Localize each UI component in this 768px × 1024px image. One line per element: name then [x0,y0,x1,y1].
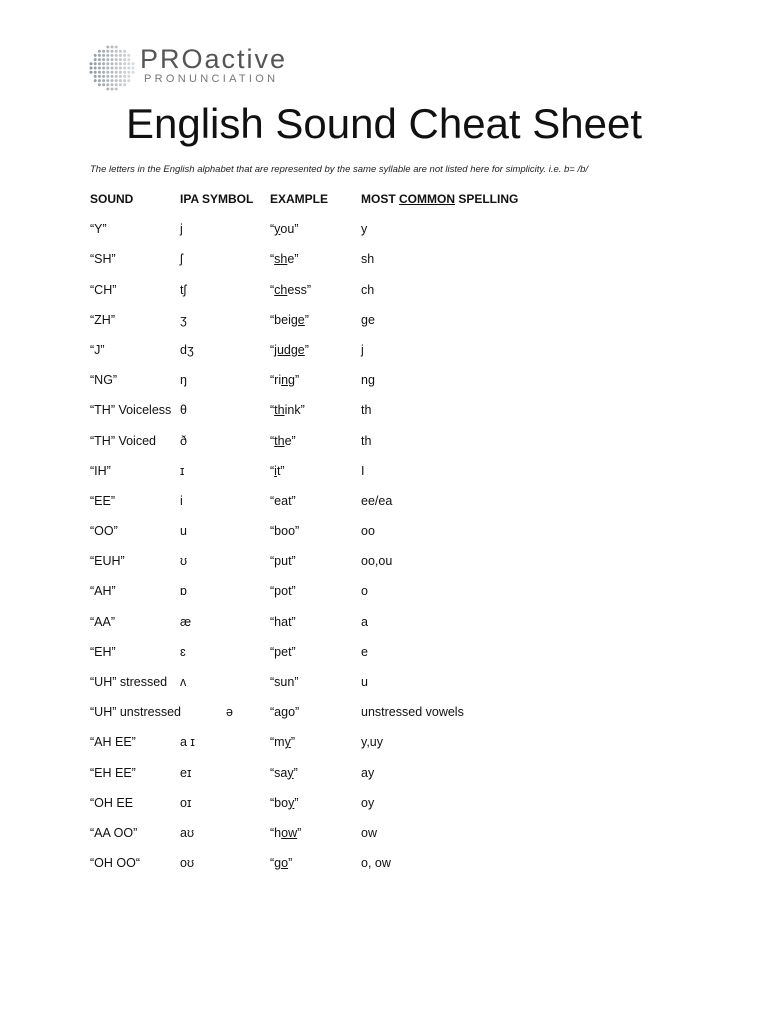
example-cell: “put” [270,554,296,569]
example-cell: “boy” [270,795,299,810]
example-cell: “ring” [270,373,300,388]
spelling-cell: ay [361,765,375,780]
spelling-cell: j [361,342,364,357]
spelling-cell: ee/ea [361,493,393,508]
ipa-cell: oɪ [180,795,192,810]
example-cell: “hat” [270,614,296,629]
header-sound: SOUND [90,192,134,206]
ipa-cell: æ [180,614,192,629]
table-row [90,218,690,248]
spelling-cell: e [361,644,368,659]
ipa-cell: tʃ [180,282,187,297]
sound-cell: “OH OO“ [90,856,140,871]
ipa-cell: ʒ [180,312,187,327]
spelling-cell: th [361,433,372,448]
sound-cell: “UH” unstressed [90,705,181,720]
intro-note: The letters in the English alphabet that are represented by the same syllable are not listed here for simplicity. i.e. b= /b/ [90,164,589,175]
example-cell: “my” [270,735,295,750]
spelling-cell: oo,ou [361,554,393,569]
logo [88,40,288,96]
spelling-cell: ge [361,312,375,327]
spelling-cell: sh [361,252,375,267]
example-cell: “she” [270,252,299,267]
example-cell: “you” [270,222,299,237]
ipa-cell: ʃ [180,252,183,267]
ipa-cell: ŋ [180,373,187,388]
sound-cell: “NG” [90,373,118,388]
ipa-cell: ɒ [180,584,187,599]
table-row [90,701,690,731]
ipa-cell: oʊ [180,856,195,871]
header-ipa: IPA SYMBOL [180,192,254,206]
sound-cell: “TH” Voiced [90,433,156,448]
sound-cell: “EH EE” [90,765,136,780]
ipa-cell: u [180,524,187,539]
table-header [90,188,690,218]
table-row [90,641,690,671]
example-cell: “say” [270,765,298,780]
sound-cell: “CH” [90,282,117,297]
table-row [90,611,690,641]
ipa-cell: ɪ [180,463,185,478]
example-cell: “the” [270,433,296,448]
example-cell: “chess” [270,282,311,297]
sound-cell: “AA OO” [90,825,138,840]
ipa-cell: i [180,493,183,508]
ipa-cell: aʊ [180,825,195,840]
spelling-cell: y [361,222,368,237]
table-row [90,369,690,399]
table-row [90,309,690,339]
example-cell: “ago” [270,705,300,720]
table-row [90,279,690,309]
example-cell: “how” [270,825,302,840]
sound-cell: “TH” Voiceless [90,403,172,418]
example-cell: “think” [270,403,305,418]
table-row [90,460,690,490]
ipa-cell: ʌ [180,675,187,689]
example-cell: “pot” [270,584,296,599]
table-row [90,731,690,761]
table-row [90,520,690,550]
logo-brand: PROactive [140,44,288,74]
sound-cell: “J” [90,342,105,357]
ipa-cell: ɛ [180,644,186,659]
table-row [90,550,690,580]
header-spelling: MOST COMMON SPELLING [361,192,519,206]
spelling-cell: u [361,675,368,689]
spelling-cell: I [361,463,365,478]
spelling-cell: ng [361,373,375,388]
spelling-cell: ow [361,825,377,840]
ipa-cell: a ɪ [180,735,195,750]
example-cell: “boo” [270,524,300,539]
page-title: English Sound Cheat Sheet [125,100,643,147]
spelling-cell: o, ow [361,856,391,871]
ipa-cell: ʊ [180,554,188,569]
example-cell: “beige” [270,312,309,327]
table-row [90,822,690,852]
sound-cell: “AA” [90,614,115,629]
ipa-cell: θ [180,403,187,418]
table-row [90,399,690,429]
spelling-cell: o [361,584,368,599]
ipa-cell: eɪ [180,765,192,780]
ipa-cell: ə [226,705,233,720]
table-row [90,671,690,701]
spelling-cell: unstressed vowels [361,705,464,720]
table-row [90,762,690,792]
logo-dot-globe-icon [88,44,136,92]
sound-cell: “OH EE [90,795,134,810]
logo-tagline: PRONUNCIATION [144,73,279,85]
ipa-cell: ð [180,433,187,448]
spelling-cell: ch [361,282,375,297]
spelling-cell: th [361,403,372,418]
spelling-cell: a [361,614,368,629]
sound-cell: “ZH” [90,312,115,327]
sound-cell: “EH” [90,644,116,659]
example-cell: “judge” [270,342,309,357]
table-row [90,490,690,520]
sound-cell: “IH” [90,463,111,478]
example-cell: “it” [270,463,285,478]
sound-cell: “EE” [90,493,115,508]
sound-cell: “AH EE” [90,735,136,750]
example-cell: “go” [270,856,293,871]
table-row [90,792,690,822]
sound-cell: “Y” [90,222,107,237]
ipa-cell: j [180,222,183,237]
sound-cell: “AH” [90,584,116,599]
table-row [90,580,690,610]
table-row [90,852,690,882]
example-cell: “eat” [270,493,296,508]
example-cell: “pet” [270,644,296,659]
sound-cell: “UH” stressed [90,675,168,689]
sound-cell: “OO” [90,524,118,539]
sound-cell: “SH” [90,252,116,267]
table-row [90,339,690,369]
header-example: EXAMPLE [270,192,329,206]
spelling-cell: oy [361,795,375,810]
spelling-cell: y,uy [361,735,383,750]
ipa-cell: dʒ [180,342,194,357]
example-cell: “sun” [270,675,299,689]
spelling-cell: oo [361,524,375,539]
sound-table [90,188,690,882]
table-row [90,430,690,460]
table-row [90,248,690,278]
sound-cell: “EUH” [90,554,125,569]
